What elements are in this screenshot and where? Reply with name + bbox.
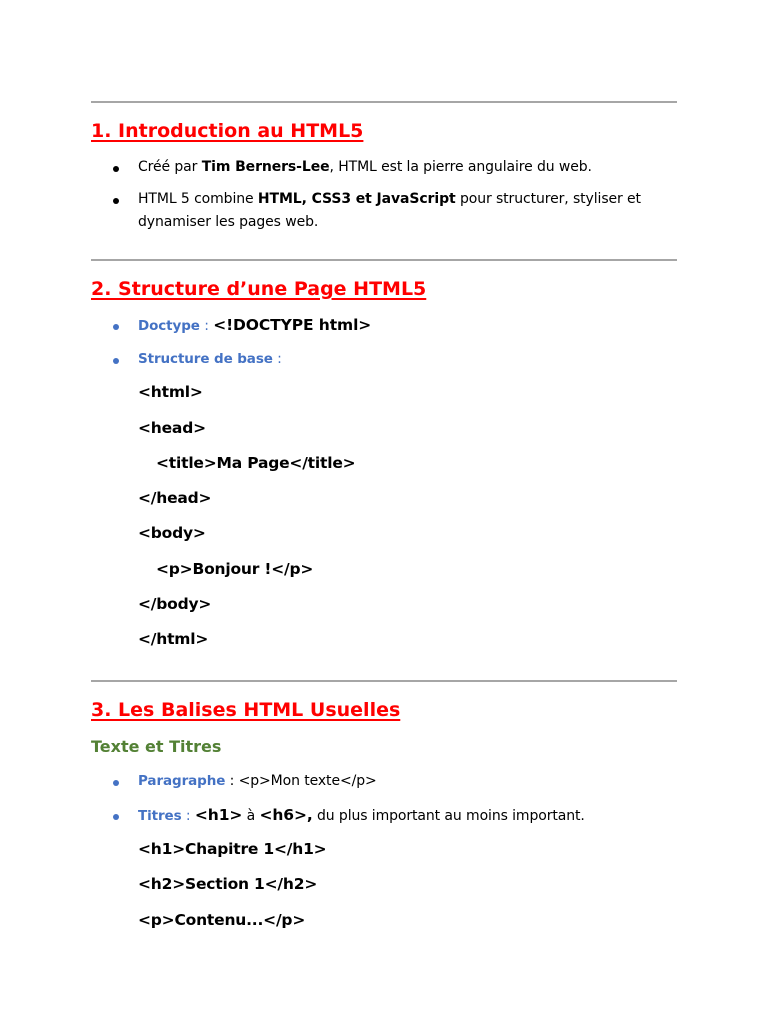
code-line: <h1>Chapitre 1</h1> <box>138 840 327 858</box>
code-line: </body> <box>138 595 212 613</box>
code-line: <p>Contenu...</p> <box>138 911 306 929</box>
section-3-heading: 3. Les Balises HTML Usuelles <box>91 699 401 721</box>
horizontal-rule <box>91 680 677 682</box>
section-1-item-1: Créé par Tim Berners-Lee, HTML est la pierre angulaire du web. <box>138 159 592 175</box>
section-2-heading: 2. Structure d’une Page HTML5 <box>91 278 427 300</box>
code-line: <html> <box>138 383 203 401</box>
code-line: <h2>Section 1</h2> <box>138 875 318 893</box>
section-1-heading: 1. Introduction au HTML5 <box>91 120 364 142</box>
code-line: </html> <box>138 630 209 648</box>
bullet-icon <box>113 166 119 172</box>
section-3-subheading: Texte et Titres <box>91 737 222 756</box>
horizontal-rule <box>91 101 677 103</box>
code-line: <title>Ma Page</title> <box>156 454 356 472</box>
titres-item: Titres : <h1> à <h6>, du plus important au moins important. <box>138 806 585 824</box>
doctype-item: Doctype : <!DOCTYPE html> <box>138 316 372 334</box>
code-line: <head> <box>138 419 206 437</box>
section-1-item-2-continued: dynamiser les pages web. <box>138 214 319 230</box>
bullet-icon <box>113 780 119 786</box>
bullet-icon <box>113 358 119 364</box>
structure-item: Structure de base : <box>138 351 282 367</box>
bullet-icon <box>113 198 119 204</box>
code-line: </head> <box>138 489 212 507</box>
paragraphe-item: Paragraphe : <p>Mon texte</p> <box>138 773 377 789</box>
bullet-icon <box>113 814 119 820</box>
horizontal-rule <box>91 259 677 261</box>
section-1-item-2: HTML 5 combine HTML, CSS3 et JavaScript pour structurer, styliser et <box>138 191 641 207</box>
code-line: <body> <box>138 524 206 542</box>
bullet-icon <box>113 324 119 330</box>
code-line: <p>Bonjour !</p> <box>156 560 314 578</box>
